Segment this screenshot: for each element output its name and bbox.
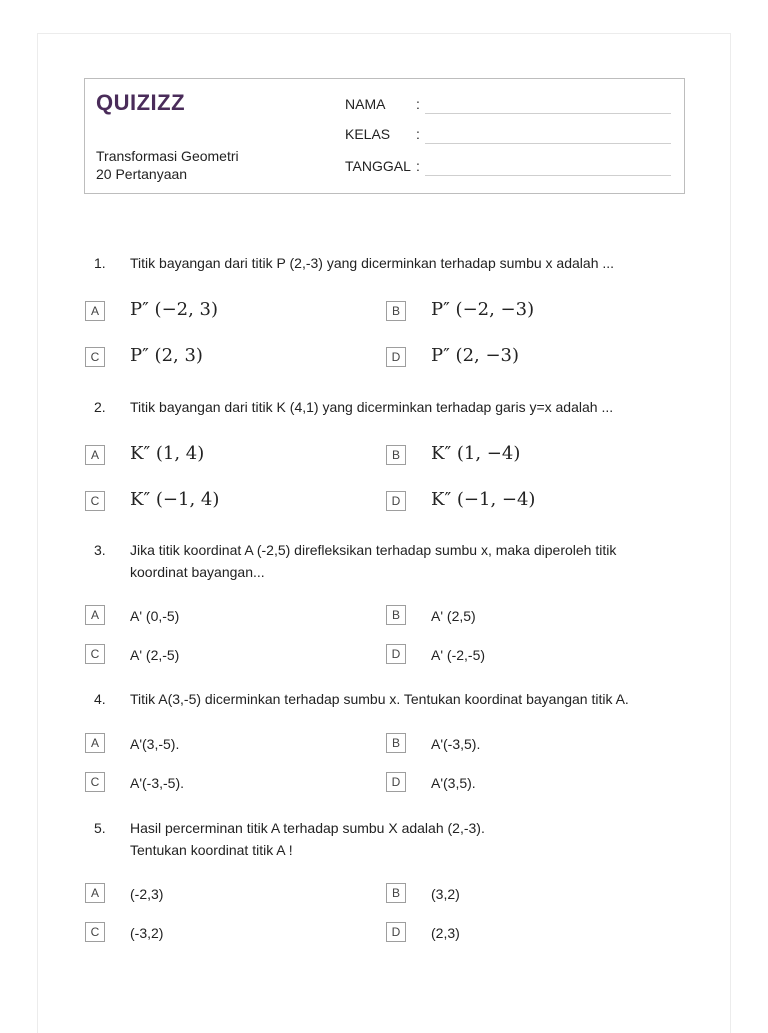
question-3	[94, 539, 684, 583]
option-letter: B	[386, 445, 406, 465]
option-value: A'(-3,-5).	[130, 775, 185, 791]
question-text-line-1: Jika titik koordinat A (-2,5) direfleksikan terhadap sumbu x, maka diperoleh titik	[130, 542, 617, 558]
class-field	[345, 126, 420, 142]
option-value: K″ (−1, 4)	[130, 489, 220, 510]
option-letter: C	[85, 772, 105, 792]
date-line[interactable]	[425, 175, 671, 176]
worksheet-header	[84, 78, 685, 194]
option-letter: D	[386, 491, 406, 511]
quiz-title: Transformasi Geometri	[96, 148, 239, 164]
date-label: TANGGAL	[345, 158, 411, 174]
option-value: A'(-3,5).	[431, 736, 481, 752]
question-text: Titik A(3,-5) dicerminkan terhadap sumbu x. Tentukan koordinat bayangan titik A.	[130, 691, 629, 707]
name-field	[345, 96, 420, 112]
option-letter: A	[85, 883, 105, 903]
question-number: 3.	[94, 542, 106, 558]
question-number: 1.	[94, 255, 106, 271]
option-letter: C	[85, 644, 105, 664]
option-letter: C	[85, 491, 105, 511]
option-letter: B	[386, 605, 406, 625]
option-letter: D	[386, 772, 406, 792]
question-text	[130, 539, 680, 583]
class-colon: :	[416, 126, 420, 142]
option-value: A' (2,-5)	[130, 647, 180, 663]
option-value: A'(3,5).	[431, 775, 476, 791]
name-line[interactable]	[425, 113, 671, 114]
question-text-line-1: Hasil percerminan titik A terhadap sumbu X adalah (2,-3).	[130, 820, 485, 836]
class-line[interactable]	[425, 143, 671, 144]
option-value: A'(3,-5).	[130, 736, 180, 752]
option-value: K″ (1, 4)	[130, 443, 205, 464]
option-letter: C	[85, 922, 105, 942]
option-letter: D	[386, 922, 406, 942]
option-letter: C	[85, 347, 105, 367]
option-value: P″ (2, 3)	[130, 345, 203, 366]
question-text: Titik bayangan dari titik P (2,-3) yang dicerminkan terhadap sumbu x adalah ...	[130, 255, 615, 271]
question-count: 20 Pertanyaan	[96, 166, 188, 182]
option-letter: B	[386, 301, 406, 321]
option-letter: D	[386, 644, 406, 664]
question-text	[130, 817, 680, 861]
option-letter: B	[386, 733, 406, 753]
option-value: (-2,3)	[130, 886, 164, 902]
question-text-line-2: Tentukan koordinat titik A !	[130, 842, 293, 858]
option-value: P″ (2, −3)	[431, 345, 520, 366]
option-letter: A	[85, 605, 105, 625]
option-value: (2,3)	[431, 925, 460, 941]
quiz-title-block	[96, 147, 239, 183]
name-label: NAMA	[345, 96, 386, 112]
option-letter: A	[85, 733, 105, 753]
option-value: A' (0,-5)	[130, 608, 180, 624]
question-number: 5.	[94, 820, 106, 836]
option-value: K″ (1, −4)	[431, 443, 521, 464]
option-value: A' (2,5)	[431, 608, 476, 624]
option-letter: D	[386, 347, 406, 367]
option-value: A' (-2,-5)	[431, 647, 486, 663]
option-value: K″ (−1, −4)	[431, 489, 536, 510]
name-colon: :	[416, 96, 420, 112]
question-number: 4.	[94, 691, 106, 707]
option-letter: A	[85, 301, 105, 321]
question-5	[94, 817, 684, 861]
class-label: KELAS	[345, 126, 391, 142]
question-number: 2.	[94, 399, 106, 415]
option-value: P″ (−2, −3)	[431, 299, 535, 320]
quizizz-logo: QUIZIZZ	[96, 90, 186, 115]
date-colon: :	[416, 158, 420, 174]
option-value: P″ (−2, 3)	[130, 299, 219, 320]
question-text: Titik bayangan dari titik K (4,1) yang dicerminkan terhadap garis y=x adalah ...	[130, 399, 614, 415]
question-text-line-2: koordinat bayangan...	[130, 564, 265, 580]
date-field	[345, 158, 420, 174]
option-letter: B	[386, 883, 406, 903]
option-value: (-3,2)	[130, 925, 164, 941]
option-value: (3,2)	[431, 886, 460, 902]
option-letter: A	[85, 445, 105, 465]
